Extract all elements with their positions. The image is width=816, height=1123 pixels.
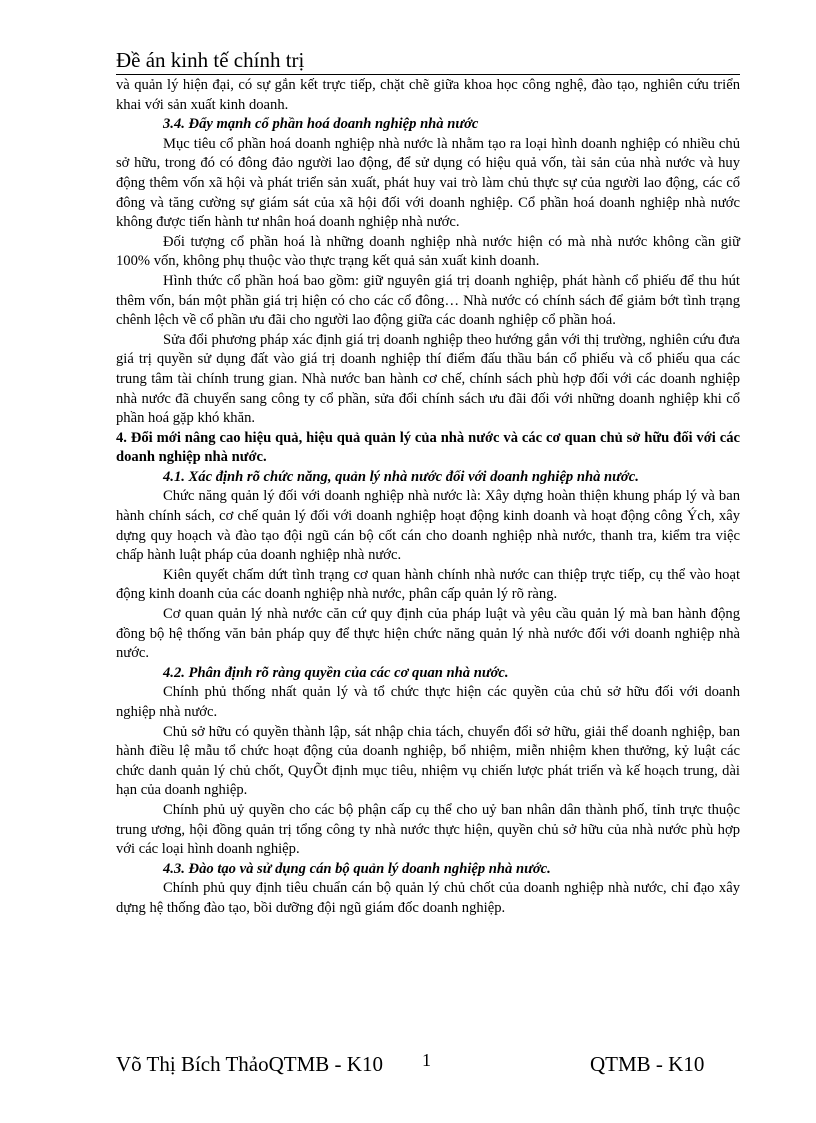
section-heading: 4. Đổi mới nâng cao hiệu quả, hiệu quả quản lý của nhà nước và các cơ quan chủ sở hữu đối với các doanh nghiệp nhà nước. xyxy=(116,429,740,466)
paragraph: Chính phủ thống nhất quản lý và tổ chức thực hiện các quyền của chủ sở hữu đối với doanh nghiệp nhà nước. xyxy=(116,684,740,720)
paragraph: và quản lý hiện đại, có sự gắn kết trực tiếp, chặt chẽ giữa khoa học công nghệ, đào tạo, nghiên cứu triển khai với sản xuất kinh doanh. xyxy=(116,77,740,113)
document-body xyxy=(116,76,740,919)
paragraph: Sửa đổi phương pháp xác định giá trị doanh nghiệp theo hướng gắn với thị trường, nghiên cứu đưa giá trị quyền sử dụng đất vào giá trị doanh nghiệp thí điểm đấu thầu bán cổ phiếu và cổ phiếu qua các trung tâm tài chính trung gian. Nhà nước ban hành cơ chế, chính sách phù hợp đối với các doanh nghiệp nhà nước đã chuyển sang công ty cổ phần, sửa đổi chính sách ưu đãi đối với những doanh nghiệp khi cổ phần hoá gặp khó khăn. xyxy=(116,331,740,427)
paragraph: Chủ sở hữu có quyền thành lập, sát nhập chia tách, chuyển đổi sở hữu, giải thể doanh nghiệp, ban hành điều lệ mẫu tổ chức hoạt động của doanh nghiệp, bổ nhiệm, miễn nhiệm khen thưởng, kỷ luật các chức danh quản lý chủ chốt, QuyÕt định mục tiêu, nhiệm vụ chiến lược phát triển và kế hoạch trung, dài hạn của doanh nghiệp. xyxy=(116,723,740,799)
paragraph: Hình thức cổ phần hoá bao gồm: giữ nguyên giá trị doanh nghiệp, phát hành cổ phiếu để thu hút thêm vốn, bán một phần giá trị hiện có cho các cổ đông… Nhà nước có chính sách để giảm bớt tình trạng chênh lệch về cổ phần ưu đãi cho người lao động giữa các doanh nghiệp cổ phần hoá. xyxy=(116,272,740,329)
footer-author: Võ Thị Bích ThảoQTMB - K10 xyxy=(116,1052,383,1076)
page-number: 1 xyxy=(422,1050,431,1070)
paragraph: Chính phủ uỷ quyền cho các bộ phận cấp cụ thể cho uỷ ban nhân dân thành phố, tỉnh trực thuộc trung ương, hội đồng quản trị tổng công ty nhà nước thực hiện, quyền chủ sở hữu của nhà nước phù hợp với các loại hình doanh nghiệp. xyxy=(116,801,740,858)
paragraph: Mục tiêu cổ phần hoá doanh nghiệp nhà nước là nhằm tạo ra loại hình doanh nghiệp có nhiều chủ sở hữu, trong đó có đông đảo người lao động, để sử dụng có hiệu quả vốn, tài sản của nhà nước và huy động thêm vốn xã hội và phát triển sản xuất, phát huy vai trò làm chủ thực sự của người lao động, các cổ đông và tăng cường sự giám sát của xã hội đối với doanh nghiệp. Cổ phần hoá doanh nghiệp nhà nước không được tiến hành tư nhân hoá doanh nghiệp nhà nước. xyxy=(116,135,740,231)
subsection-heading: 4.3. Đào tạo và sử dụng cán bộ quản lý doanh nghiệp nhà nước. xyxy=(163,860,551,877)
paragraph: Chính phủ quy định tiêu chuẩn cán bộ quản lý chủ chốt của doanh nghiệp nhà nước, chỉ đạo xây dựng hệ thống đào tạo, bồi dưỡng đội ngũ giám đốc doanh nghiệp. xyxy=(116,880,740,916)
paragraph: Chức năng quản lý đối với doanh nghiệp nhà nước là: Xây dựng hoàn thiện khung pháp lý và ban hành chính sách, cơ chế quản lý đối với doanh nghiệp hoạt động kinh doanh và hoạt động công Ých, xây dựng quy hoạch và đào tạo đội ngũ cán bộ cốt cán cho doanh nghiệp nhà nước, thanh tra, kiểm tra việc chấp hành luật pháp của doanh nghiệp nhà nước. xyxy=(116,488,740,564)
paragraph: Cơ quan quản lý nhà nước căn cứ quy định của pháp luật và yêu cầu quản lý mà ban hành động đồng bộ hệ thống văn bản pháp quy để thực hiện chức năng quản lý nhà nước đối với doanh nghiệp nhà nước. xyxy=(116,606,740,662)
header-divider xyxy=(116,74,740,75)
paragraph: Đối tượng cổ phần hoá là những doanh nghiệp nhà nước hiện có mà nhà nước không cần giữ 100% vốn, không phụ thuộc vào thực trạng kết quả sản xuất kinh doanh. xyxy=(116,233,740,270)
page-header: Đề án kinh tế chính trị xyxy=(116,48,305,72)
paragraph: Kiên quyết chấm dứt tình trạng cơ quan hành chính nhà nước can thiệp trực tiếp, cụ thể vào hoạt động kinh doanh của các doanh nghiệp nhà nước, phân cấp quản lý rõ ràng. xyxy=(116,566,740,603)
subsection-heading: 4.1. Xác định rõ chức năng, quản lý nhà nước đối với doanh nghiệp nhà nước. xyxy=(163,468,639,485)
footer-class: QTMB - K10 xyxy=(590,1052,705,1076)
subsection-heading: 3.4. Đẩy mạnh cổ phần hoá doanh nghiệp nhà nước xyxy=(163,116,479,133)
subsection-heading: 4.2. Phân định rõ ràng quyền của các cơ quan nhà nước. xyxy=(163,664,509,681)
